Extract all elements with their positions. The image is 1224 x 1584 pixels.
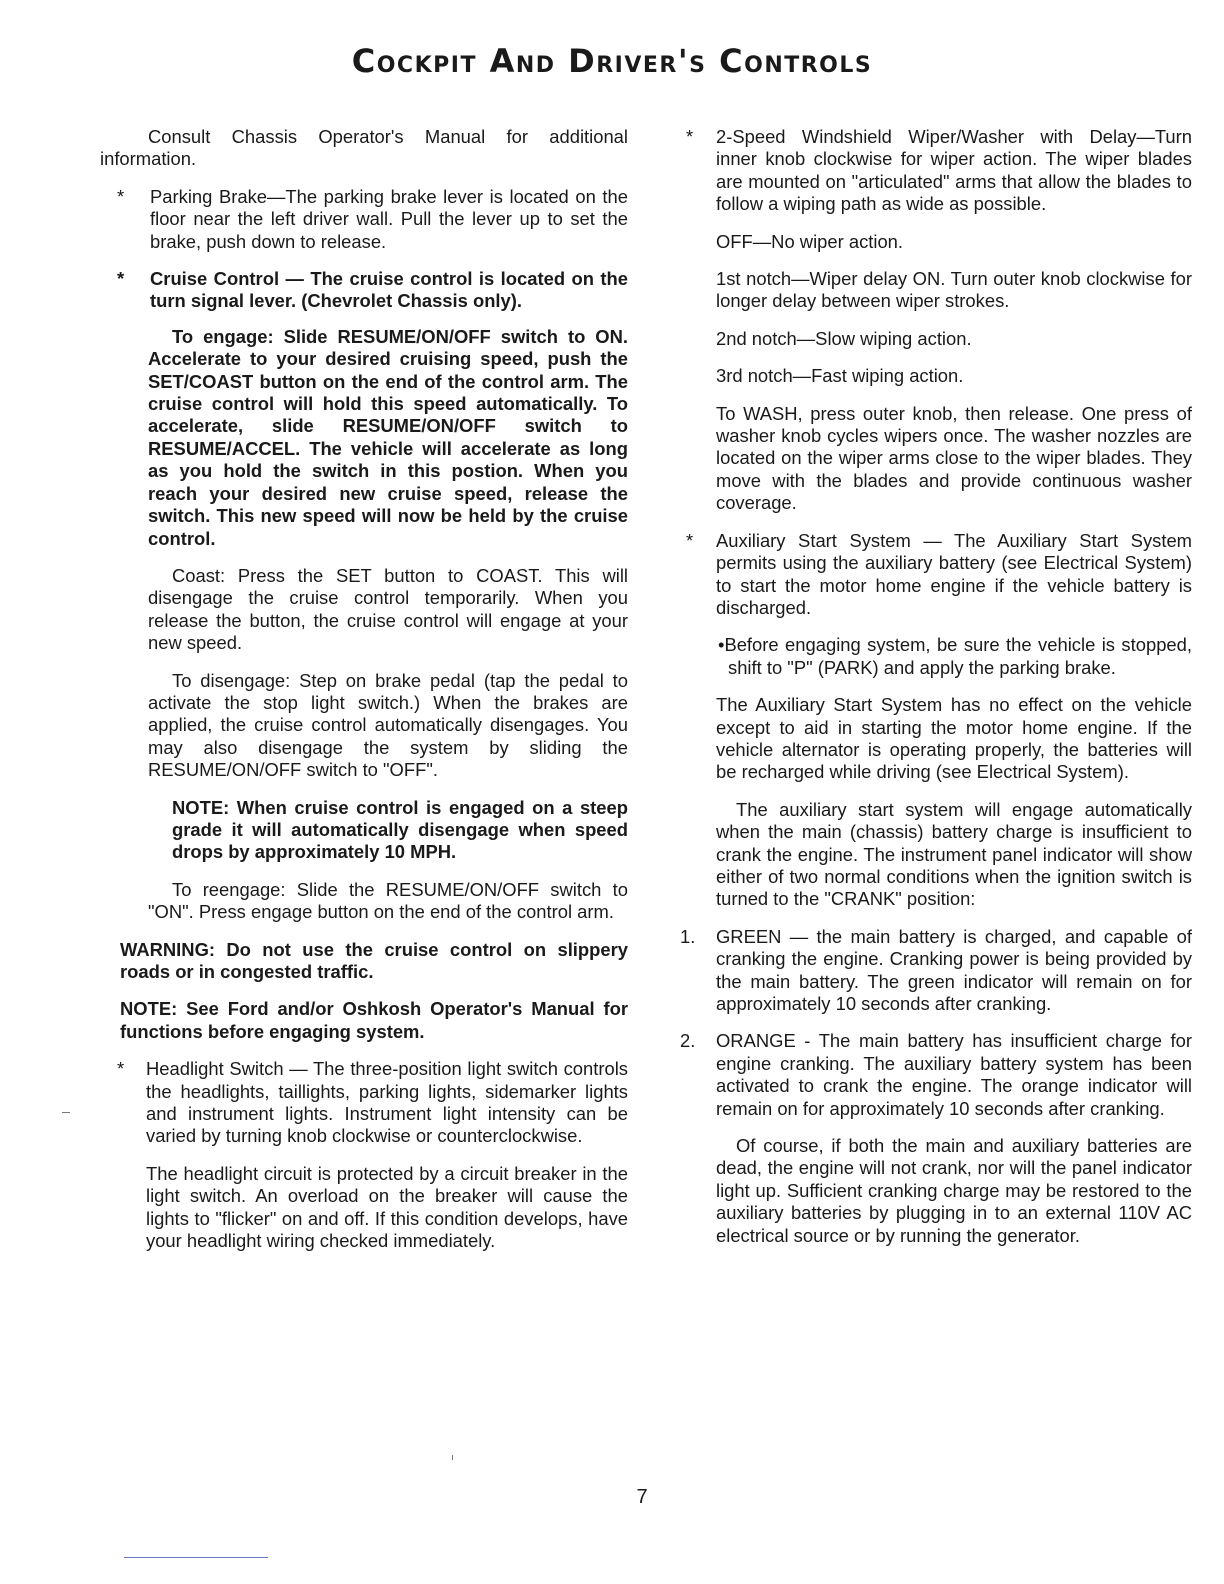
wiper-text: 2-Speed Windshield Wiper/Washer with Delay—Turn inner knob clockwise for wiper action. The wiper blades are mounted on "articulated" arms that allow the blades to follow a wiping path as wide as possible. <box>716 126 1192 215</box>
reengage-paragraph: To reengage: Slide the RESUME/ON/OFF switch to "ON". Press engage button on the end of the control arm. <box>148 878 628 923</box>
headlight-switch-item <box>100 1058 628 1148</box>
parking-brake-text: Parking Brake—The parking brake lever is located on the floor near the left driver wall. Pull the lever up to set the brake, push down to release. <box>150 185 628 252</box>
before-engaging-paragraph: •Before engaging system, be sure the vehicle is stopped, shift to "P" (PARK) and apply the parking brake. <box>718 634 1192 678</box>
aux-engage-paragraph: The auxiliary start system will engage automatically when the main (chassis) battery charge is insufficient to crank the engine. The instrument panel indicator will show either of two normal conditions when the ignition switch is turned to the "CRANK" position: <box>716 798 1192 910</box>
engage-paragraph: To engage: Slide RESUME/ON/OFF switch to ON. Accelerate to your desired cruising speed, push the SET/COAST button on the end of the control arm. The cruise control will hold this speed automatically. To accelerate, slide RESUME/ON/OFF switch to RESUME/ACCEL. The vehicle will accelerate as long as you hold the switch in this postion. When you reach your desired new cruise speed, release the switch. This new speed will now be held by the cruise control. <box>148 325 628 549</box>
scan-speck <box>452 1455 453 1460</box>
green-condition-text: GREEN — the main battery is charged, and capable of cranking the engine. Cranking power is being provided by the main battery. The green indicator will remain on for approximately 10 seconds after cranking. <box>716 925 1192 1014</box>
batteries-dead-paragraph: Of course, if both the main and auxiliary batteries are dead, the engine will not crank, nor will the panel indicator light up. Sufficient cranking charge may be restored to the auxiliary batteries by plugging in to an external 110V AC electrical source or by running the generator. <box>716 1135 1192 1246</box>
circuit-breaker-paragraph: The headlight circuit is protected by a circuit breaker in the light switch. An overload on the breaker will cause the lights to "flicker" on and off. If this condition develops, have your headlight wiring checked immediately. <box>146 1162 628 1252</box>
list-number: 2. <box>680 1030 696 1052</box>
cruise-control-text: Cruise Control — The cruise control is located on the turn signal lever. (Chevrolet Chassis only). <box>150 268 628 312</box>
bullet-marker: * <box>117 268 125 290</box>
orange-condition <box>680 1030 1192 1120</box>
wiper-item <box>686 126 1192 216</box>
warning-paragraph: WARNING: Do not use the cruise control on slippery roads or in congested traffic. <box>120 938 628 982</box>
page-number: 7 <box>636 1486 648 1508</box>
bullet-marker: * <box>686 529 694 551</box>
aux-start-item <box>686 529 1192 620</box>
bullet-marker: * <box>117 185 125 207</box>
wiper-second-notch: 2nd notch—Slow wiping action. <box>716 327 972 349</box>
scan-speck <box>62 1112 70 1113</box>
wash-paragraph: To WASH, press outer knob, then release. One press of washer knob cycles wipers once. The washer nozzles are located on the wiper arms close to the wiper blades. They move with the blades and provide continuous washer coverage. <box>716 402 1192 514</box>
wiper-third-notch: 3rd notch—Fast wiping action. <box>716 365 964 387</box>
bullet-marker: * <box>686 126 694 147</box>
green-condition <box>680 925 1192 1016</box>
page-title: Cockpit And Driver's Controls <box>351 42 873 80</box>
disengage-paragraph: To disengage: Step on brake pedal (tap the pedal to activate the stop light switch.) When the brakes are applied, the cruise control automatically disengages. You may also disengage the system by sliding the RESUME/ON/OFF switch to "OFF". <box>148 669 628 781</box>
cruise-control-item <box>100 268 628 313</box>
note-ford-oshkosh: NOTE: See Ford and/or Oshkosh Operator's Manual for functions before engaging system. <box>120 998 628 1042</box>
aux-start-text: Auxiliary Start System — The Auxiliary Start System permits using the auxiliary battery (see Electrical System) to start the motor home engine if the vehicle battery is discharged. <box>716 529 1192 618</box>
intro-paragraph: Consult Chassis Operator's Manual for additional information. <box>100 126 628 170</box>
headlight-switch-text: Headlight Switch — The three-position light switch controls the headlights, taillights, parking lights, sidemarker lights and instrument lights. Instrument light intensity can be varied by turning knob clockwise or counterclockwise. <box>146 1058 628 1147</box>
note-steep-grade: NOTE: When cruise control is engaged on a steep grade it will automatically disengage when speed drops by approximately 10 MPH. <box>172 796 628 863</box>
wiper-off: OFF—No wiper action. <box>716 230 904 252</box>
no-effect-paragraph: The Auxiliary Start System has no effect on the vehicle except to aid in starting the motor home engine. If the vehicle alternator is operating properly, the batteries will be recharged while driving (see Electrical System). <box>716 694 1192 783</box>
parking-brake-item <box>100 186 628 253</box>
footer-rule <box>124 1557 268 1558</box>
right-column <box>680 126 1192 1262</box>
coast-paragraph: Coast: Press the SET button to COAST. This will disengage the cruise control temporarily. When you release the button, the cruise control will engage at your new speed. <box>148 564 628 654</box>
orange-condition-text: ORANGE - The main battery has insufficient charge for engine cranking. The auxiliary battery system has been activated to crank the engine. The orange indicator will remain on for approximately 10 seconds after cranking. <box>716 1030 1192 1119</box>
bullet-marker: * <box>117 1058 125 1080</box>
left-column <box>100 126 628 1267</box>
list-number: 1. <box>680 925 696 947</box>
wiper-first-notch: 1st notch—Wiper delay ON. Turn outer knob clockwise for longer delay between wiper strokes. <box>716 268 1192 312</box>
